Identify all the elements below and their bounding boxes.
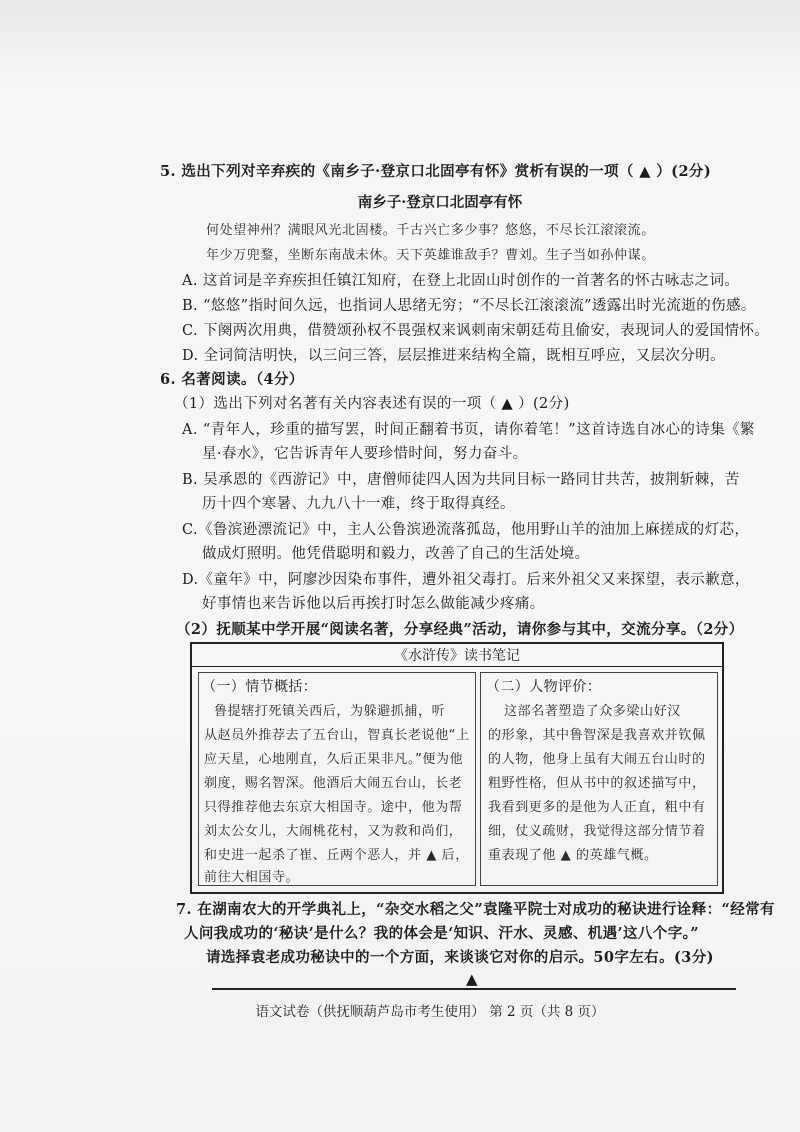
- q7-line1: 7. 在湖南农大的开学典礼上，“杂交水稻之父”袁隆平院士对成功的秘诀进行诠释：“经常有: [176, 901, 775, 918]
- q6-option-b-line1: B. 吴承恩的《西游记》中，唐僧师徒四人因为共同目标一路同甘共苦，披荆斩棘，苦: [182, 472, 740, 488]
- page-footer: 语文试卷（供抚顺葫芦岛市考生使用） 第 2 页（共 8 页）: [255, 1004, 605, 1020]
- evaluation-line: 重表现了他 ▲ 的英雄气概。: [488, 848, 658, 863]
- table-divider: [192, 666, 722, 667]
- plot-line: 鲁提辖打死镇关西后，为躲避抓捕，听: [214, 704, 446, 719]
- q7-line2: 人问我成功的‘秘诀’是什么？我的体会是‘知识、汗水、灵感、机遇’这八个字。”: [184, 925, 699, 942]
- q6-sub2: （2）抚顺某中学开展“阅读名著，分享经典”活动，请你参与其中，交流分享。（2分）: [176, 621, 744, 638]
- poem-line: 何处望神州？满眼风光北固楼。千古兴亡多少事？悠悠，不尽长江滚滚流。: [206, 223, 655, 238]
- evaluation-line: 我看到更多的是他为人正直，粗中有: [488, 800, 706, 815]
- q5-poem-title: 南乡子·登京口北固亭有怀: [357, 194, 523, 211]
- evaluation-line: 粗野性格，但从书中的叙述描写中，: [488, 776, 706, 791]
- plot-line: 剃度，赐名智深。他酒后大闹五台山，长老: [204, 776, 463, 791]
- answer-placeholder-icon: ▲: [466, 970, 478, 988]
- q6-option-c-line1: C.《鲁滨逊漂流记》中，主人公鲁滨逊流落孤岛，他用野山羊的油加上麻搓成的灯芯，: [182, 522, 750, 538]
- q7-line3: 请选择袁老成功秘诀中的一个方面，来谈谈它对你的启示。50字左右。(3分): [206, 949, 714, 966]
- q6-stem: 6. 名著阅读。（4分）: [160, 371, 304, 388]
- plot-line: 应天星，心地刚直，久后正果非凡。”便为他: [204, 752, 464, 767]
- evaluation-line: 细，仗义疏财，我觉得这部分情节着: [488, 824, 706, 839]
- plot-line: 和史进一起杀了崔、丘两个恶人，并 ▲ 后，: [204, 848, 469, 863]
- q6-option-a-line2: 星·春水》，它告诉青年人要珍惜时间，努力奋斗。: [202, 446, 528, 462]
- evaluation-line: 的人物，他身上虽有大闹五台山时的: [488, 752, 706, 767]
- evaluation-line: 的形象，其中鲁智深是我喜欢并钦佩: [488, 728, 706, 743]
- footer-rule: [212, 988, 736, 990]
- poem-line: 年少万兜鍪，坐断东南战未休。天下英雄谁敌手？曹刘。生子当如孙仲谋。: [206, 248, 655, 263]
- plot-line: 从赵员外推荐去了五台山，智真长老说他“上: [204, 728, 470, 743]
- q6-option-c-line2: 做成灯照明。他凭借聪明和毅力，改善了自己的生活处境。: [202, 546, 590, 562]
- q5-stem: 5. 选出下列对辛弃疾的《南乡子·登京口北固亭有怀》赏析有误的一项（ ▲ ）(2分): [160, 163, 712, 180]
- q6-option-a-line1: A. “青年人，珍重的描写罢，时间正翻着书页，请你着笔！”这首诗选自冰心的诗集《繁: [182, 422, 755, 438]
- q6-option-b-line2: 历十四个寒暑、九九八十一难，终于取得真经。: [202, 496, 515, 512]
- plot-line: 只得推荐他去东京大相国寺。途中，他为帮: [204, 800, 463, 815]
- evaluation-line: 这部名著塑造了众多梁山好汉: [504, 704, 681, 719]
- plot-line: 刘太公女儿，大闹桃花村，又为救和尚们，: [204, 824, 463, 839]
- character-evaluation-label: （二）人物评价：: [486, 679, 602, 695]
- q6-option-d-line1: D.《童年》中，阿廖沙因染布事件，遭外祖父毒打。后来外祖父又来探望，表示歉意，: [182, 572, 750, 588]
- q5-option-b: B. “悠悠”指时间久远，也指词人思绪无穷；“不尽长江滚滚流”透露出时光流逝的伤感。: [182, 298, 756, 314]
- q6-sub1: （1）选出下列对名著有关内容表述有误的一项（ ▲ ）(2分): [174, 396, 570, 412]
- q5-option-d: D. 全词简洁明快，以三问三答，层层推进来结构全篇，既相互呼应，又层次分明。: [182, 348, 726, 364]
- reading-note-title: 《水浒传》读书笔记: [394, 648, 520, 664]
- q6-option-d-line2: 好事情也来告诉他以后再挨打时怎么做能减少疼痛。: [202, 596, 545, 612]
- q5-option-a: A. 这首词是辛弃疾担任镇江知府，在登上北固山时创作的一首著名的怀古咏志之词。: [182, 273, 740, 289]
- plot-summary-label: （一）情节概括：: [202, 679, 318, 695]
- plot-line: 前往大相国寺。: [204, 870, 300, 885]
- q5-option-c: C. 下阕两次用典，借赞颂孙权不畏强权来讽刺南宋朝廷苟且偷安，表现词人的爱国情怀。: [182, 323, 770, 339]
